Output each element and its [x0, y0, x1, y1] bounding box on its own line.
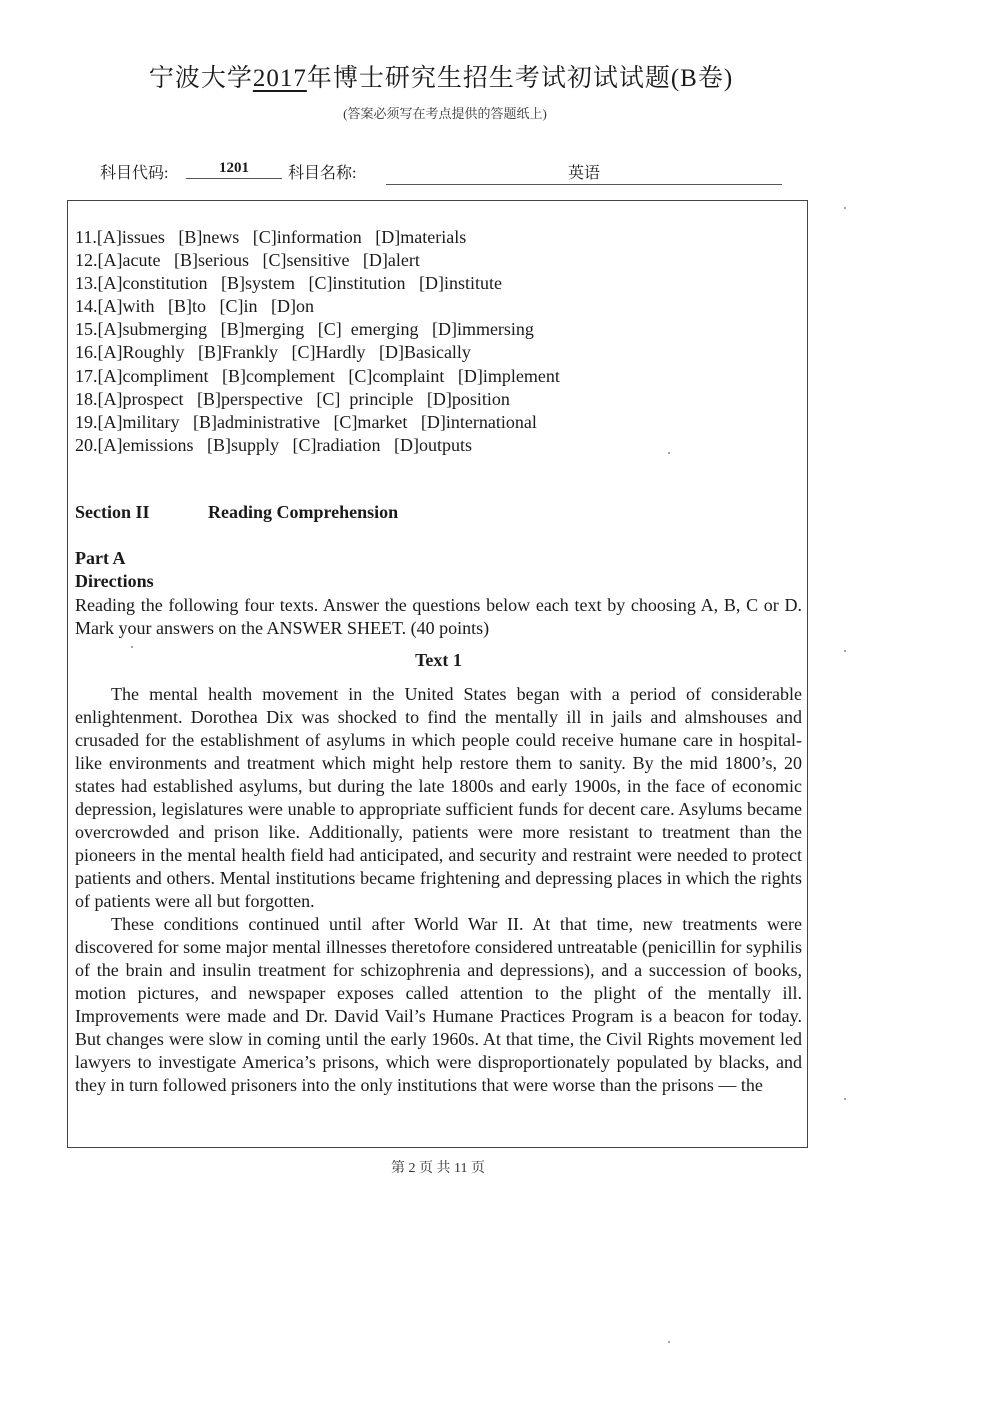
passage-paragraph-2: These conditions continued until after World War II. At that time, new treatments were discovered for some major mental illnesses theretofore considered untreatable (penicillin for syphilis of the brain and insulin treatment for schizophrenia and depressions), and a succession of books, motion pictures, and newspaper exposes called attention to the plight of the mentally ill. Improvements were made and Dr. David Vail’s Humane Practices Program is a beacon for today. But changes were slow in coming until the early 1960s. At that time, the Civil Rights movement led lawyers to investigate America’s prisons, which were disproportionately populated by blacks, and they in turn followed prisoners into the only institutions that were worse than the prisons — the [75, 914, 802, 1095]
passage-paragraph-1: The mental health movement in the United States began with a period of considerable enlightenment. Dorothea Dix was shocked to find the mentally ill in jails and almshouses and crusaded for the establishment of asylums in which people could receive humane care in hospital-like environments and treatment which might help restore them to sanity. By the mid 1800’s, 20 states had established asylums, but during the late 1800s and early 1900s, in the face of economic depression, legislatures were unable to appropriate sufficient funds for decent care. Asylums became overcrowded and prison like. Additionally, patients were more resistant to treatment than the pioneers in the mental health field had anticipated, and security and restraint were needed to protect patients and others. Mental institutions became frightening and depressing places in which the rights of patients were all but forgotten. [75, 684, 802, 911]
section-title: Reading Comprehension [208, 502, 399, 522]
option-row-17: 17.[A]compliment [B]complement [C]complaint [D]implement [75, 365, 560, 386]
subject-line [100, 160, 790, 186]
text-heading: Text 1 [415, 650, 462, 670]
option-row-14: 14.[A]with [B]to [C]in [D]on [75, 296, 314, 317]
passage [75, 683, 802, 1097]
scan-speck [668, 452, 670, 454]
subject-code: 1201 [186, 160, 282, 179]
scan-speck [844, 1098, 846, 1100]
option-row-13: 13.[A]constitution [B]system [C]institution [D]institute [75, 273, 502, 294]
option-row-20: 20.[A]emissions [B]supply [C]radiation [D]outputs [75, 434, 472, 455]
subject-name: 英语 [386, 160, 782, 185]
option-list [75, 226, 560, 457]
title-year: 2017 [252, 65, 307, 92]
subject-code-label: 科目代码: [100, 165, 169, 182]
scan-speck [844, 650, 846, 652]
exam-subtitle: (答案必须写在考点提供的答题纸上) [343, 106, 547, 121]
option-row-18: 18.[A]prospect [B]perspective [C] principle [D]position [75, 388, 510, 409]
title-suffix: 年博士研究生招生考试初试试题(B卷) [306, 65, 734, 92]
directions-label: Directions [75, 571, 154, 591]
part-heading: Part A [75, 548, 126, 568]
scan-speck [844, 207, 846, 209]
page-number: 第 2 页 共 11 页 [391, 1161, 485, 1176]
subject-name-label: 科目名称: [288, 165, 357, 182]
title-prefix: 宁波大学 [148, 65, 253, 92]
directions-text: Reading the following four texts. Answer the questions below each text by choosing A, B, C or D. Mark your answers on the ANSWER SHEET. (40 points) [75, 595, 802, 638]
scan-speck [668, 1341, 670, 1343]
option-row-16: 16.[A]Roughly [B]Frankly [C]Hardly [D]Basically [75, 342, 471, 363]
option-row-12: 12.[A]acute [B]serious [C]sensitive [D]alert [75, 250, 420, 271]
exam-title [0, 58, 882, 94]
section-number: Section II [75, 502, 150, 522]
option-row-15: 15.[A]submerging [B]merging [C] emerging [D]immersing [75, 319, 534, 340]
section-heading [75, 502, 399, 523]
option-row-19: 19.[A]military [B]administrative [C]market [D]international [75, 411, 537, 432]
scan-speck [131, 646, 133, 648]
option-row-11: 11.[A]issues [B]news [C]information [D]materials [75, 227, 467, 247]
